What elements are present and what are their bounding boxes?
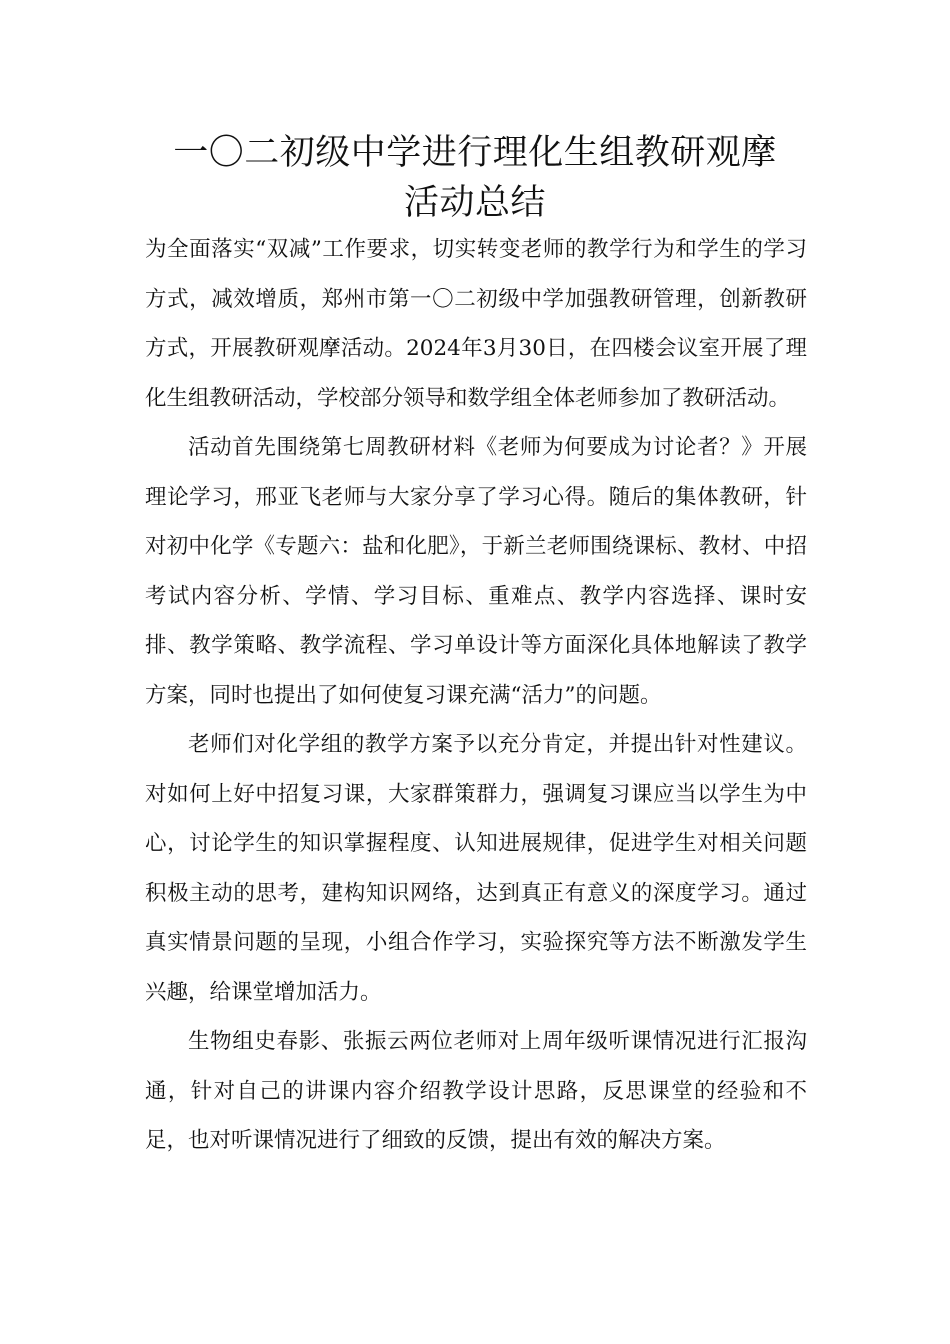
document-body — [145, 225, 807, 1166]
title-line-2: 活动总结 — [403, 183, 546, 223]
title-line-1: 一〇二初级中学进行理化生组教研观摩 — [173, 133, 777, 173]
paragraph-4: 生物组史春影、张振云两位老师对上周年级听课情况进行汇报沟通，针对自己的讲课内容介绍教学设计思路，反思课堂的经验和不足，也对听课情况进行了细致的反馈，提出有效的解决方案。 — [145, 1029, 807, 1153]
paragraph-3: 老师们对化学组的教学方案予以充分肯定，并提出针对性建议。对如何上好中招复习课，大家群策群力，强调复习课应当以学生为中心，讨论学生的知识掌握程度、认知进展规律，促进学生对相关问题积极主动的思考，建构知识网络，达到真正有意义的深度学习。通过真实情景问题的呈现，小组合作学习，实验探究等方法不断激发学生兴趣，给课堂增加活力。 — [145, 732, 807, 1005]
document-title — [140, 128, 810, 228]
paragraph-1: 为全面落实“双减”工作要求，切实转变老师的教学行为和学生的学习方式，减效增质，郑州市第一〇二初级中学加强教研管理，创新教研方式，开展教研观摩活动。2024年3月30日，在四楼会议室开展了理化生组教研活动，学校部分领导和数学组全体老师参加了教研活动。 — [145, 237, 807, 411]
paragraph-2: 活动首先围绕第七周教研材料《老师为何要成为讨论者？》开展理论学习，邢亚飞老师与大家分享了学习心得。随后的集体教研，针对初中化学《专题六：盐和化肥》，于新兰老师围绕课标、教材、中招考试内容分析、学情、学习目标、重难点、教学内容选择、课时安排、教学策略、教学流程、学习单设计等方面深化具体地解读了教学方案，同时也提出了如何使复习课充满“活力”的问题。 — [145, 435, 807, 708]
